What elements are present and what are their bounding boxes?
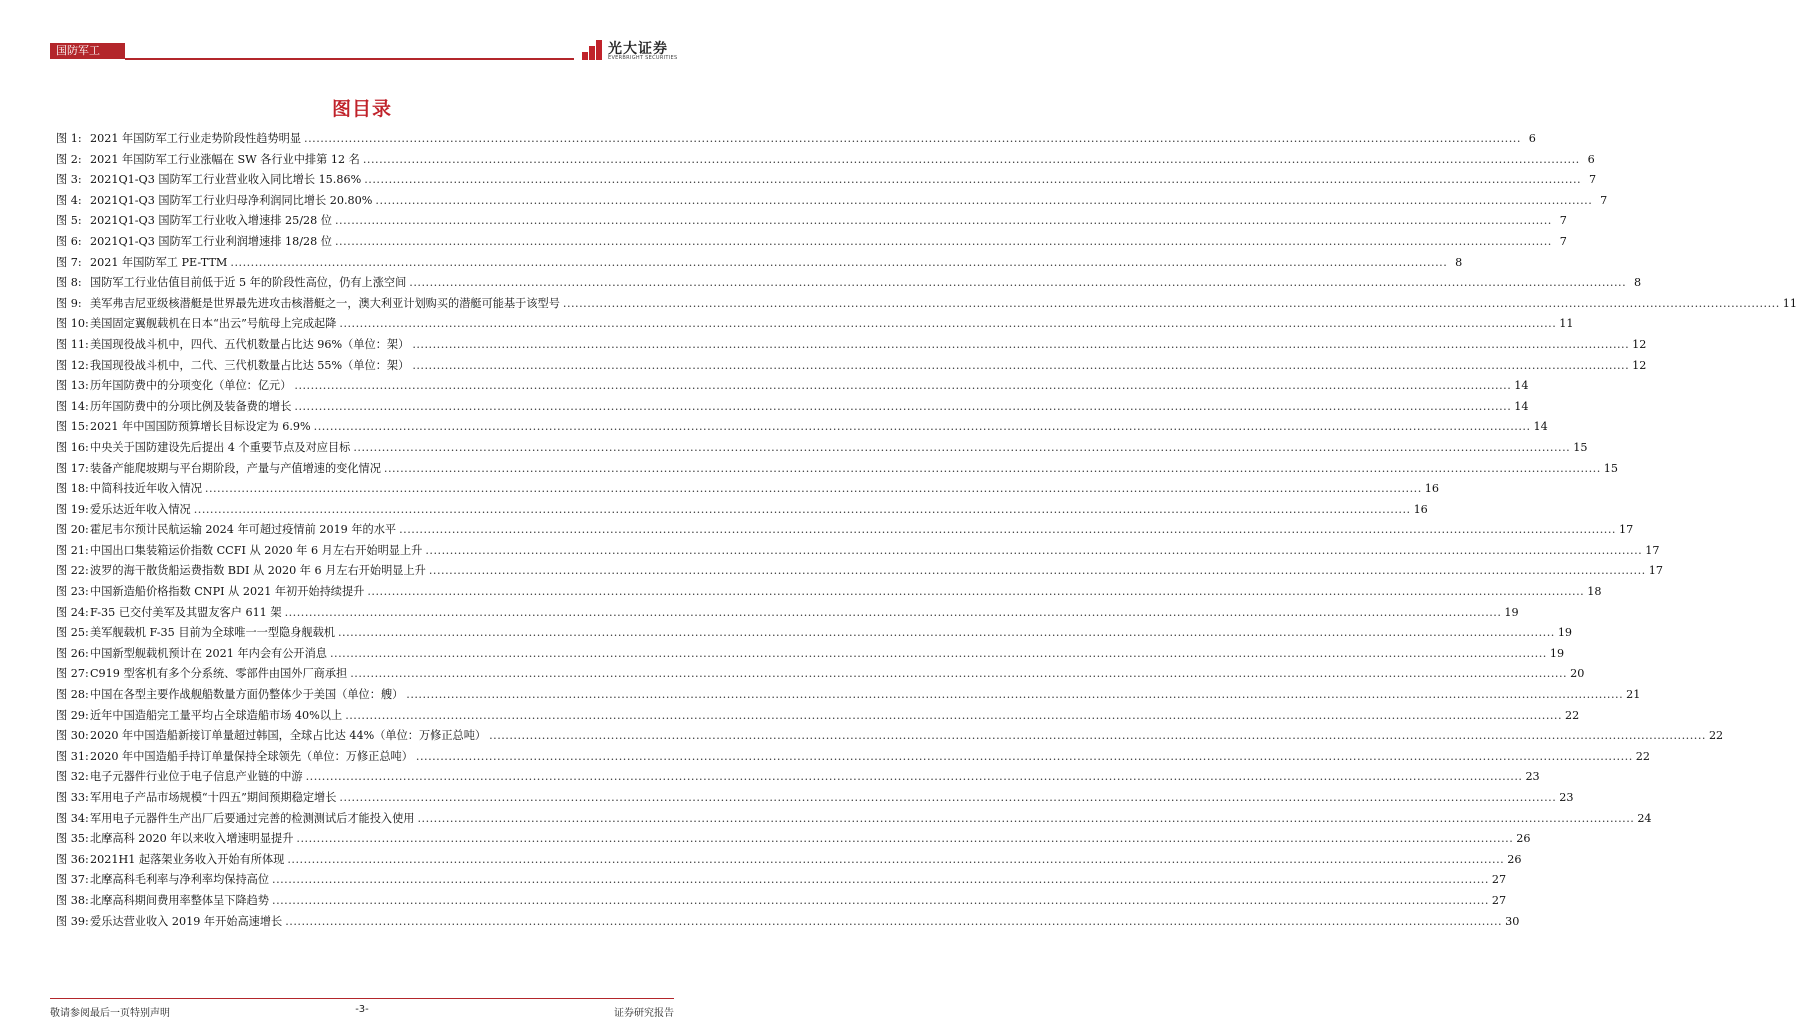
toc-entry-label: 图 5:: [56, 214, 82, 228]
toc-entry[interactable]: [56, 870, 1507, 891]
toc-entry-label: 图 39:: [56, 914, 89, 928]
toc-leader-dots: ............................................................................................................................................................................................................................................................................................................: [335, 234, 1552, 248]
toc-entry-text: 北摩高科期间费用率整体呈下降趋势: [90, 893, 270, 907]
toc-entry-page: 19: [1557, 626, 1573, 640]
toc-leader-dots: ............................................................................................................................................................................................................................................................................................................: [364, 173, 1582, 187]
toc-entry[interactable]: [56, 685, 1641, 706]
toc-entry[interactable]: [56, 170, 1597, 191]
toc-entry-label: 图 32:: [56, 770, 89, 784]
toc-entry-text: 历年国防费中的分项比例及装备费的增长: [90, 399, 292, 413]
toc-entry-label: 图 2:: [56, 152, 82, 166]
toc-entry-page: 18: [1587, 585, 1602, 599]
toc-leader-dots: ............................................................................................................................................................................................................................................................................................................: [284, 605, 1502, 619]
toc-leader-dots: ............................................................................................................................................................................................................................................................................................................: [428, 564, 1646, 578]
toc-entry[interactable]: [56, 397, 1529, 418]
logo-mark-icon: [580, 38, 604, 62]
toc-entry-page: 27: [1491, 893, 1507, 907]
toc-entry-label: 图 16:: [56, 440, 89, 454]
toc-entry[interactable]: [56, 500, 1428, 521]
toc-entry-page: 8: [1634, 276, 1642, 290]
toc-leader-dots: ............................................................................................................................................................................................................................................................................................................: [425, 543, 1643, 557]
toc-entry-label: 图 36:: [56, 852, 89, 866]
footer-rule: [50, 998, 674, 999]
toc-entry[interactable]: [56, 582, 1602, 603]
toc-entry-text: 2021Q1-Q3 国防军工行业归母净利润同比增长 20.80%: [90, 193, 373, 207]
toc-entry-label: 图 38:: [56, 893, 89, 907]
toc-entry-text: 波罗的海干散货船运费指数 BDI 从 2020 年 6 月左右开始明显上升: [90, 564, 426, 578]
toc-entry-label: 图 25:: [56, 626, 89, 640]
toc-entry-page: 23: [1559, 791, 1574, 804]
toc-entry-text: F-35 已交付美军及其盟友客户 611 架: [90, 605, 282, 619]
toc-entry-text: 历年国防费中的分项变化（单位：亿元）: [90, 379, 292, 393]
toc-entry-label: 图 18:: [56, 482, 89, 496]
toc-entry-page: 11: [1782, 296, 1797, 310]
toc-entry-label: 图 12:: [56, 358, 89, 372]
toc-entry[interactable]: [56, 335, 1647, 356]
toc-entry-page: 14: [1514, 399, 1529, 413]
toc-entry-text: 中国新型舰载机预计在 2021 年内会有公开消息: [90, 646, 327, 660]
toc-leader-dots: ............................................................................................................................................................................................................................................................................................................: [294, 399, 1512, 413]
toc-entry-text: 2021Q1-Q3 国防军工行业利润增速排 18/28 位: [90, 234, 332, 248]
toc-entry[interactable]: [56, 314, 1574, 335]
toc-entry-page: 15: [1573, 440, 1588, 454]
toc-leader-dots: ............................................................................................................................................................................................................................................................................................................: [353, 440, 1571, 454]
toc-leader-dots: ............................................................................................................................................................................................................................................................................................................: [399, 523, 1616, 537]
toc-leader-dots: ............................................................................................................................................................................................................................................................................................................: [304, 132, 1521, 145]
toc-leader-dots: ............................................................................................................................................................................................................................................................................................................: [313, 420, 1531, 434]
footer-report-type: 证券研究报告: [614, 1008, 674, 1019]
toc-entry-page: 30: [1505, 914, 1520, 928]
toc-entry-page: 7: [1559, 214, 1567, 228]
toc-entry-label: 图 21:: [56, 543, 89, 557]
toc-entry-page: 27: [1491, 873, 1507, 887]
toc-leader-dots: ............................................................................................................................................................................................................................................................................................................: [193, 502, 1411, 516]
toc-entry-text: 2021 年中国国防预算增长目标设定为 6.9%: [90, 420, 311, 434]
toc-entry-page: 26: [1516, 832, 1531, 846]
toc-leader-dots: ............................................................................................................................................................................................................................................................................................................: [345, 708, 1563, 722]
toc-entry[interactable]: [56, 191, 1608, 212]
toc-entry-text: 电子元器件行业位于电子信息产业链的中游: [90, 770, 303, 784]
toc-entry-label: 图 4:: [56, 193, 82, 207]
toc-entry-page: 22: [1565, 708, 1580, 722]
toc-entry-text: 装备产能爬坡期与平台期阶段，产量与产值增速的变化情况: [90, 461, 381, 475]
toc-entry-page: 7: [1588, 173, 1597, 187]
toc-entry[interactable]: [56, 912, 1520, 933]
toc-entry-label: 图 11:: [56, 337, 89, 351]
toc-entry-label: 图 34:: [56, 811, 89, 825]
logo-name: 光大证券: [608, 41, 668, 57]
toc-entry-label: 图 17:: [56, 461, 89, 475]
toc-leader-dots: ............................................................................................................................................................................................................................................................................................................: [339, 317, 1557, 331]
toc-entry-text: 2020 年中国造船新接订单量超过韩国，全球占比达 44%（单位：万修正总吨）: [90, 729, 487, 743]
toc-leader-dots: ............................................................................................................................................................................................................................................................................................................: [287, 852, 1505, 866]
toc-entry[interactable]: [56, 129, 1536, 150]
toc-entry[interactable]: [56, 891, 1507, 912]
toc-entry[interactable]: [56, 541, 1660, 562]
toc-entry-text: 中国新造船价格指数 CNPI 从 2021 年初开始持续提升: [90, 585, 365, 599]
toc-leader-dots: ............................................................................................................................................................................................................................................................................................................: [305, 770, 1523, 784]
logo-english: EVERBRIGHT SECURITIES: [608, 55, 678, 61]
toc-entry-label: 图 19:: [56, 502, 89, 516]
toc-entry-page: 8: [1455, 255, 1463, 269]
toc-entry[interactable]: [56, 376, 1529, 397]
toc-entry-text: 我国现役战斗机中，二代、三代机数量占比达 55%（单位：架）: [90, 358, 410, 372]
toc-entry-text: 霍尼韦尔预计民航运输 2024 年可超过疫情前 2019 年的水平: [90, 523, 397, 537]
toc-leader-dots: ............................................................................................................................................................................................................................................................................................................: [285, 914, 1503, 928]
toc-leader-dots: ............................................................................................................................................................................................................................................................................................................: [296, 832, 1514, 846]
toc-entry-label: 图 8:: [56, 276, 82, 290]
toc-entry-label: 图 26:: [56, 646, 89, 660]
toc-entry-text: 2020 年中国造船手持订单量保持全球领先（单位：万修正总吨）: [90, 749, 413, 763]
toc-entry-page: 14: [1514, 379, 1529, 393]
toc-entry-text: 军用电子元器件生产出厂后要通过完善的检测测试后才能投入使用: [90, 811, 415, 825]
toc-entry[interactable]: [56, 273, 1642, 294]
toc-entry-text: 北摩高科 2020 年以来收入增速明显提升: [90, 832, 294, 846]
toc-entry[interactable]: [56, 232, 1567, 253]
toc-entry-page: 16: [1424, 482, 1439, 496]
toc-entry-page: 7: [1559, 234, 1567, 248]
toc-entry-label: 图 23:: [56, 585, 89, 599]
toc-entry-text: 中央关于国防建设先后提出 4 个重要节点及对应目标: [90, 440, 351, 454]
toc-entry[interactable]: [56, 664, 1585, 685]
toc-leader-dots: ............................................................................................................................................................................................................................................................................................................: [415, 749, 1633, 763]
header-rule: [125, 58, 574, 60]
toc-entry-text: 中简科技近年收入情况: [90, 482, 202, 496]
toc-entry-label: 图 30:: [56, 729, 89, 743]
toc-entry-label: 图 14:: [56, 399, 89, 413]
toc-entry-label: 图 37:: [56, 873, 89, 887]
toc-leader-dots: ............................................................................................................................................................................................................................................................................................................: [412, 337, 1630, 351]
toc-leader-dots: ............................................................................................................................................................................................................................................................................................................: [375, 193, 1593, 207]
toc-leader-dots: ............................................................................................................................................................................................................................................................................................................: [562, 296, 1780, 310]
toc-entry-text: 爱乐达营业收入 2019 年开始高速增长: [90, 914, 283, 928]
toc-leader-dots: ............................................................................................................................................................................................................................................................................................................: [412, 358, 1630, 372]
toc-entry[interactable]: [56, 459, 1618, 480]
toc-entry-label: 图 28:: [56, 688, 89, 702]
toc-entry-page: 26: [1507, 852, 1522, 866]
section-tag: 国防军工: [50, 43, 125, 59]
toc-entry-page: 19: [1504, 605, 1519, 619]
toc-entry[interactable]: [56, 150, 1595, 171]
toc-entry-label: 图 7:: [56, 255, 82, 269]
toc-entry[interactable]: [56, 520, 1634, 541]
toc-entry-page: 19: [1549, 646, 1565, 660]
toc-entry-label: 图 22:: [56, 564, 89, 578]
toc-leader-dots: ............................................................................................................................................................................................................................................................................................................: [409, 276, 1627, 290]
toc-entry-page: 22: [1635, 749, 1651, 763]
toc-entry-page: 24: [1637, 811, 1652, 825]
toc-entry[interactable]: [56, 438, 1588, 459]
toc-entry-label: 图 20:: [56, 523, 89, 537]
toc-entry-label: 图 1:: [56, 132, 82, 145]
toc-entry-label: 图 27:: [56, 667, 89, 681]
toc-leader-dots: ............................................................................................................................................................................................................................................................................................................: [362, 152, 1580, 166]
toc-leader-dots: ............................................................................................................................................................................................................................................................................................................: [230, 255, 1448, 269]
footer-disclaimer: 敬请参阅最后一页特别声明: [50, 1008, 170, 1019]
toc-leader-dots: ............................................................................................................................................................................................................................................................................................................: [294, 379, 1512, 393]
toc-entry-text: 北摩高科毛利率与净利率均保持高位: [90, 873, 270, 887]
toc-entry-label: 图 33:: [56, 791, 89, 804]
toc-entry-page: 17: [1645, 543, 1660, 557]
toc-entry-page: 15: [1603, 461, 1618, 475]
toc-entry-text: 美军弗吉尼亚级核潜艇是世界最先进攻击核潜艇之一，澳大利亚计划购买的潜艇可能基于该型号: [90, 296, 560, 310]
toc-leader-dots: ............................................................................................................................................................................................................................................................................................................: [489, 729, 1706, 743]
toc-entry[interactable]: [56, 809, 1652, 830]
toc-entry[interactable]: [56, 644, 1565, 665]
toc-entry-text: 2021 年国防军工行业走势阶段性趋势明显: [90, 132, 302, 145]
toc-leader-dots: ............................................................................................................................................................................................................................................................................................................: [417, 811, 1635, 825]
toc-entry[interactable]: [56, 417, 1548, 438]
toc-entry-page: 23: [1525, 770, 1540, 784]
toc-entry-text: 2021Q1-Q3 国防军工行业营业收入同比增长 15.86%: [90, 173, 362, 187]
toc-leader-dots: ............................................................................................................................................................................................................................................................................................................: [367, 585, 1585, 599]
toc-entry[interactable]: [56, 850, 1522, 871]
toc-entry[interactable]: [56, 561, 1663, 582]
toc-entry-text: 美国现役战斗机中，四代、五代机数量占比达 96%（单位：架）: [90, 337, 410, 351]
toc-entry-page: 17: [1648, 564, 1663, 578]
toc-entry-label: 图 29:: [56, 708, 89, 722]
toc-entry-label: 图 15:: [56, 420, 89, 434]
toc-entry[interactable]: [56, 726, 1724, 747]
toc-entry-page: 21: [1626, 688, 1641, 702]
page-number: -3-: [355, 1004, 369, 1015]
toc-entry-label: 图 35:: [56, 832, 89, 846]
toc-entry-page: 6: [1528, 132, 1536, 145]
toc-entry[interactable]: [56, 356, 1647, 377]
toc-entry-label: 图 9:: [56, 296, 82, 310]
toc-entry-text: 美国固定翼舰载机在日本“出云”号航母上完成起降: [90, 317, 337, 331]
toc-entry-label: 图 13:: [56, 379, 89, 393]
company-logo: [580, 36, 690, 66]
toc-entry-label: 图 10:: [56, 317, 89, 331]
toc-entry-page: 16: [1413, 502, 1428, 516]
toc-entry-text: 爱乐达近年收入情况: [90, 502, 191, 516]
toc-leader-dots: ............................................................................................................................................................................................................................................................................................................: [329, 646, 1547, 660]
toc-entry-text: 2021 年国防军工行业涨幅在 SW 各行业中排第 12 名: [90, 152, 360, 166]
toc-entry-page: 11: [1559, 317, 1574, 331]
toc-entry-page: 20: [1570, 667, 1585, 681]
toc-entry[interactable]: [56, 603, 1519, 624]
toc-entry-label: 图 6:: [56, 234, 82, 248]
toc-entry-page: 12: [1632, 337, 1647, 351]
toc-entry-text: 中国在各型主要作战舰船数量方面仍整体少于美国（单位：艘）: [90, 688, 404, 702]
toc-entry[interactable]: [56, 479, 1439, 500]
toc-entry-text: 美军舰载机 F-35 目前为全球唯一一型隐身舰载机: [90, 626, 335, 640]
toc-entry-page: 14: [1533, 420, 1548, 434]
toc-entry-text: 近年中国造船完工量平均占全球造船市场 40%以上: [90, 708, 343, 722]
toc-leader-dots: ............................................................................................................................................................................................................................................................................................................: [406, 688, 1624, 702]
toc-entry-page: 22: [1708, 729, 1724, 743]
toc-entry-text: 2021H1 起落架业务收入开始有所体现: [90, 852, 285, 866]
toc-entry[interactable]: [56, 623, 1573, 644]
toc-entry-label: 图 31:: [56, 749, 89, 763]
toc-entry-text: 军用电子产品市场规模“十四五”期间预期稳定增长: [90, 791, 337, 804]
toc-entry-label: 图 3:: [56, 173, 82, 187]
toc-leader-dots: ............................................................................................................................................................................................................................................................................................................: [272, 893, 1489, 907]
toc-entry[interactable]: [56, 767, 1540, 788]
toc-entry[interactable]: [56, 747, 1651, 768]
toc-entry-text: 2021 年国防军工 PE-TTM: [90, 255, 228, 269]
toc-leader-dots: ............................................................................................................................................................................................................................................................................................................: [337, 626, 1555, 640]
toc-entry-text: C919 型客机有多个分系统、零部件由国外厂商承担: [90, 667, 348, 681]
toc-leader-dots: ............................................................................................................................................................................................................................................................................................................: [204, 482, 1422, 496]
toc-entry-label: 图 24:: [56, 605, 89, 619]
toc-entry[interactable]: [56, 788, 1574, 809]
toc-leader-dots: ............................................................................................................................................................................................................................................................................................................: [350, 667, 1568, 681]
toc-entry-page: 7: [1600, 193, 1608, 207]
toc-entry-text: 中国出口集装箱运价指数 CCFI 从 2020 年 6 月左右开始明显上升: [90, 543, 423, 557]
toc-entry[interactable]: [56, 829, 1531, 850]
toc-entry-page: 17: [1618, 523, 1634, 537]
toc-leader-dots: ............................................................................................................................................................................................................................................................................................................: [272, 873, 1489, 887]
toc-leader-dots: ............................................................................................................................................................................................................................................................................................................: [335, 214, 1552, 228]
toc-entry-page: 6: [1587, 152, 1595, 166]
toc-leader-dots: ............................................................................................................................................................................................................................................................................................................: [383, 461, 1601, 475]
toc-leader-dots: ............................................................................................................................................................................................................................................................................................................: [339, 791, 1557, 804]
toc-entry[interactable]: [56, 294, 1797, 315]
toc-entry-text: 2021Q1-Q3 国防军工行业收入增速排 25/28 位: [90, 214, 332, 228]
toc-entry-text: 国防军工行业估值目前低于近 5 年的阶段性高位，仍有上涨空间: [90, 276, 407, 290]
toc-list: [56, 129, 1797, 932]
toc-entry[interactable]: [56, 706, 1580, 727]
toc-title: 图目录: [331, 98, 392, 120]
toc-entry[interactable]: [56, 253, 1463, 274]
toc-entry-page: 12: [1632, 358, 1647, 372]
toc-entry[interactable]: [56, 211, 1567, 232]
